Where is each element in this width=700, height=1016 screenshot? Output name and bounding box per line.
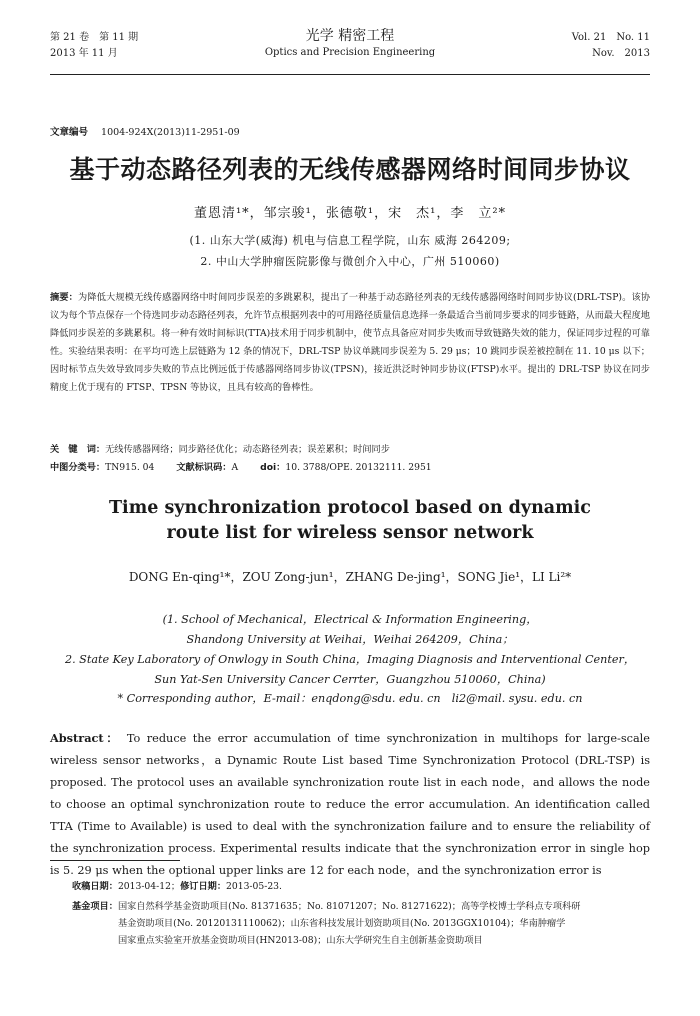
chinese-abstract-label: 摘要： <box>50 292 79 303</box>
english-title-line-1: Time synchronization protocol based on dynamic <box>109 498 591 518</box>
header-right <box>572 30 650 62</box>
chinese-keywords <box>50 442 650 458</box>
article-number <box>50 124 240 138</box>
funding-line-1: 国家自然科学基金资助项目(No. 81371635；No. 81071207；No. 81271622)；高等学校博士学科点专项科研 <box>117 901 581 912</box>
chinese-authors: 董恩清¹*，邹宗骏¹，张德敬¹，宋 杰¹，李 立²* <box>193 206 507 221</box>
article-number-label: 文章编号 <box>50 127 89 138</box>
journal-name-en: Optics and Precision Engineering <box>264 47 436 58</box>
english-abstract-label: Abstract： <box>50 731 121 745</box>
received-dates <box>72 878 647 895</box>
date-en: Nov. 2013 <box>592 48 650 59</box>
funding-line-3: 国家重点实验室开放基金资助项目(HN2013-08)；山东大学研究生自主创新基金资助项目 <box>118 935 483 946</box>
article-number-value: 1004-924X(2013)11-2951-09 <box>101 127 240 138</box>
english-affiliation-1: (1. School of Mechanical，Electrical & Information Engineering， <box>162 613 538 626</box>
chinese-abstract <box>50 289 650 397</box>
doc-code-value: A <box>231 462 239 473</box>
doi-label: doi： <box>260 462 286 473</box>
doi-value: 10. 3788/OPE. 20132111. 2951 <box>285 462 432 473</box>
keywords-text: 无线传感器网络；同步路径优化；动态路径列表；误差累积；时间同步 <box>105 444 390 455</box>
header-center <box>50 26 650 60</box>
english-abstract <box>50 727 650 882</box>
received-date: 2013-04-12； <box>117 881 181 892</box>
date-cn: 2013 年 11 月 <box>50 48 118 59</box>
english-affiliation-4: Sun Yat-Sen University Cancer Cerrter，Guangzhou 510060，China) <box>154 673 546 686</box>
english-title <box>0 496 700 546</box>
volume-issue-en: Vol. 21 No. 11 <box>571 32 650 43</box>
corresponding-author: * Corresponding author，E-mail：enqdong@sdu. edu. cn li2@mail. sysu. edu. cn <box>117 692 583 705</box>
keywords-label: 关 键 词： <box>50 444 106 455</box>
received-label: 收稿日期： <box>72 881 118 892</box>
clc-value: TN915. 04 <box>105 462 155 473</box>
journal-name-cn: 光学 精密工程 <box>305 28 395 44</box>
english-affiliation-2: Shandong University at Weihai，Weihai 264209，China； <box>186 633 514 646</box>
revised-label: 修订日期： <box>180 881 227 892</box>
chinese-affiliation-2: 2. 中山大学肿瘤医院影像与微创介入中心，广州 510060) <box>200 255 500 268</box>
classification-line <box>50 460 650 476</box>
english-authors: DONG En-qing¹*，ZOU Zong-jun¹，ZHANG De-jing¹，SONG Jie¹，LI Li²* <box>128 570 572 584</box>
english-affiliation-3: 2. State Key Laboratory of Onwlogy in South China，Imaging Diagnosis and Interventional Center， <box>64 653 636 666</box>
revised-date: 2013-05-23. <box>226 881 282 892</box>
chinese-title: 基于动态路径列表的无线传感器网络时间同步协议 <box>69 155 631 184</box>
doc-code-label: 文献标识码： <box>176 462 232 473</box>
funding-label: 基金项目： <box>72 901 118 912</box>
volume-issue-cn: 第 21 卷 第 11 期 <box>50 32 139 43</box>
footnote-divider <box>50 860 180 861</box>
chinese-abstract-text: 为降低大规模无线传感器网络中时间同步误差的多跳累积，提出了一种基于动态路径列表的无线传感器网络时间同步协议(DRL-TSP)。该协议为每个节点保存一个待选同步动态路径列表，允许节点根据列表中的可用路径质量信息选择一条最适合当前同步要求的同步链路，从而最大程度地降低同步误差的多跳累积。将一种有效时间标识(TTA)技术用于同步机制中，使节点具备应对同步失败而导致链路失效的能力，保证同步过程的可靠性。实验结果表明：在平均可选上层链路为 12 条的情况下，DRL-TSP 协议单跳同步误差为 5. 29 μs；10 跳同步误差被控制在 11. 10 μs 以下；因时标节点失效导致同步失败的节点比例远低于传感器网络同步协议(TPSN)，接近洪泛时钟同步协议(FTSP)水平。提出的 DRL-TSP 协议在同步精度上优于现有的 FTSP、TPSN 等协议，且具有较高的鲁棒性。 <box>50 292 651 393</box>
funding-line-2: 基金资助项目(No. 20120131110062)；山东省科技发展计划资助项目(No. 2013GGX10104)；华南肿瘤学 <box>118 918 566 929</box>
header-divider <box>50 74 650 75</box>
running-header <box>50 30 650 66</box>
english-title-line-2: route list for wireless sensor network <box>166 523 534 543</box>
english-abstract-text: To reduce the error accumulation of time synchronization in multihops for large-scale wireless sensor networks，a Dynamic Route List based Time Synchronization Protocol (DRL-TSP) is proposed. The protocol uses an available synchronization route list in each node，and allows the node to choose an optimal synchronization route to reduce the error accumulation. An identification called TTA (Time to Available) is used to deal with the synchronization failure and to ensure the reliability of the synchronization process. Experimental results indicate that the synchronization error in single hop is 5. 29 μs when the optional upper links are 12 for each node，and the synchronization error is <box>50 732 650 877</box>
clc-label: 中图分类号： <box>50 462 106 473</box>
chinese-affiliation-1: (1. 山东大学(威海) 机电与信息工程学院，山东 威海 264209; <box>189 234 511 247</box>
funding-note <box>72 898 647 949</box>
